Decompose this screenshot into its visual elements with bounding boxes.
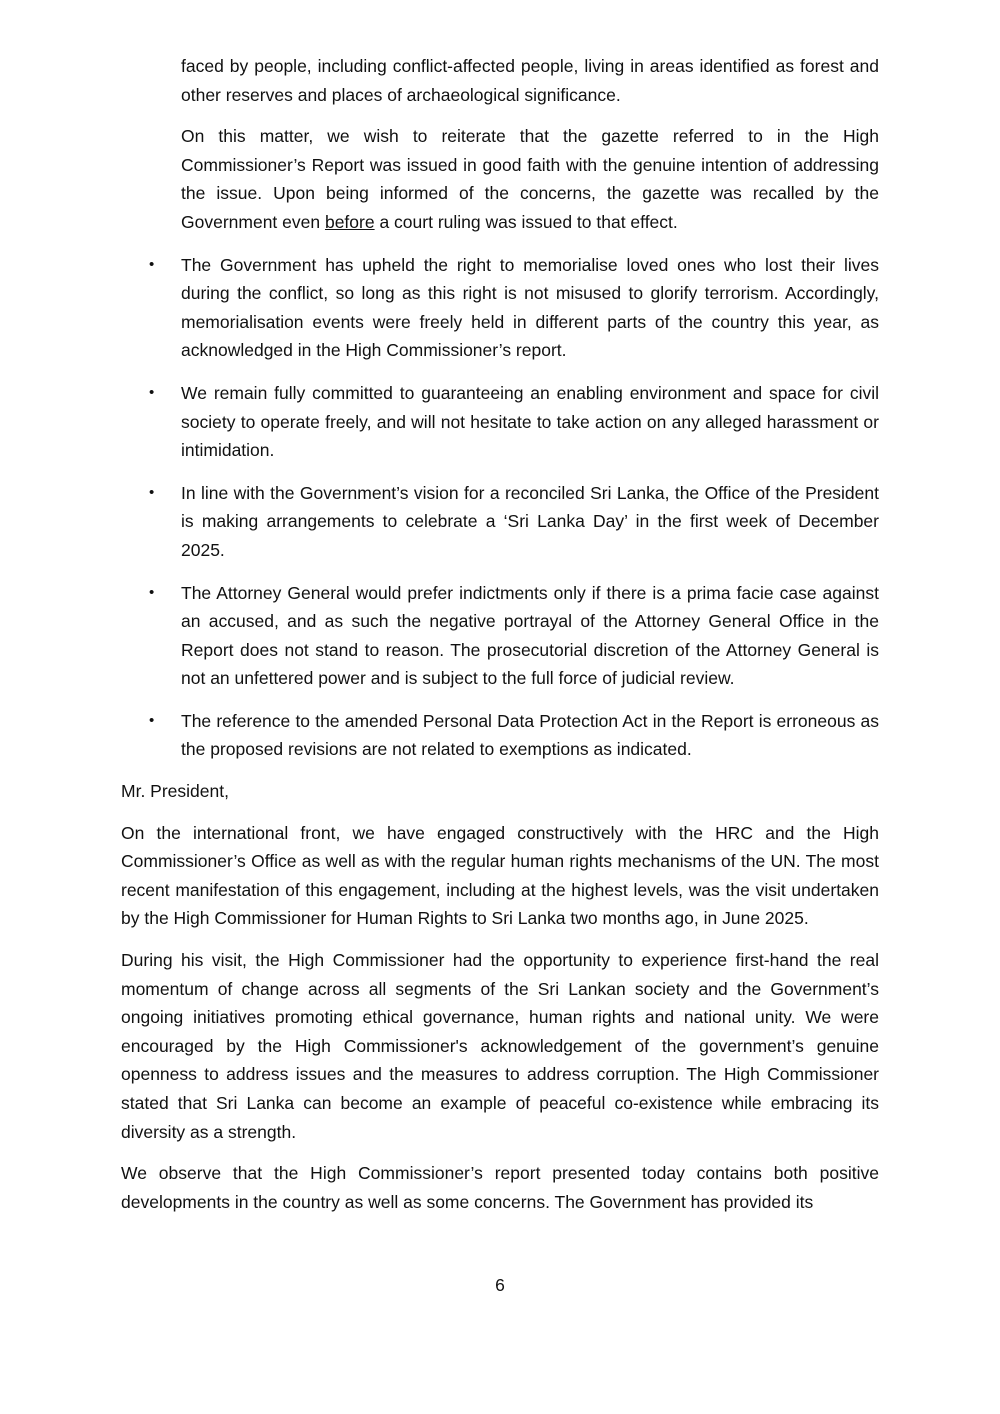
bullet-icon: •: [149, 383, 155, 401]
gazette-text-part2: a court ruling was issued to that effect.: [374, 211, 678, 232]
gazette-paragraph: [181, 122, 879, 236]
gazette-text-part1: On this matter, we wish to reiterate that the gazette referred to in the High Commissioner’s Report was issued in good faith with the genuine intention of addressing the issue. Upon being informed of the concerns, the gazette was recalled by the Government even: [181, 126, 879, 232]
page-number: 6: [495, 1275, 505, 1295]
bullet-text: The Government has upheld the right to memorialise loved ones who lost their lives during the conflict, so long as this right is not misused to glorify terrorism. Accordingly, memorialisation events were freely held in different parts of the country this year, as acknowledged in the High Commissioner’s report.: [181, 254, 879, 361]
bullet-item-memorialisation: [121, 251, 879, 365]
bullet-item-attorney-general: [121, 579, 879, 693]
bullet-icon: •: [149, 483, 155, 501]
paragraph-visit: During his visit, the High Commissioner had the opportunity to experience first-hand the real momentum of change across all segments of the Sri Lankan society and the Government’s ongoing initiatives promoting ethical governance, human rights and national unity. We were encouraged by the High Commissioner's acknowledgement of the government’s genuine openness to address issues and the measures to address corruption. The High Commissioner stated that Sri Lanka can become an example of peaceful co-existence while embracing its diversity as a strength.: [121, 950, 879, 1142]
paragraph-international-front: On the international front, we have engaged constructively with the HRC and the High Commissioner’s Office as well as with the regular human rights mechanisms of the UN. The most recent manifestation of this engagement, including at the highest levels, was the visit undertaken by the High Commissioner for Human Rights to Sri Lanka two months ago, in June 2025.: [121, 822, 879, 929]
bullet-icon: •: [149, 583, 155, 601]
bullet-text: The Attorney General would prefer indictments only if there is a prima facie case against an accused, and as such the negative portrayal of the Attorney General Office in the Report does not stand to reason. The prosecutorial discretion of the Attorney General is not an unfettered power and is subject to the full force of judicial review.: [181, 582, 879, 689]
document-body: [121, 52, 879, 1216]
bullet-text: We remain fully committed to guaranteeing an enabling environment and space for civil society to operate freely, and will not hesitate to take action on any alleged harassment or intimidation.: [181, 382, 879, 461]
bullet-icon: •: [149, 711, 155, 729]
salutation: Mr. President,: [121, 781, 229, 802]
underlined-word: before: [324, 211, 375, 232]
bullet-text: The reference to the amended Personal Data Protection Act in the Report is erroneous as the proposed revisions are not related to exemptions as indicated.: [181, 710, 879, 760]
paragraph-report-observation: We observe that the High Commissioner’s report presented today contains both positive developments in the country as well as some concerns. The Government has provided its: [121, 1163, 879, 1212]
bullet-text: In line with the Government’s vision for a reconciled Sri Lanka, the Office of the President is making arrangements to celebrate a ‘Sri Lanka Day’ in the first week of December 2025.: [181, 482, 879, 560]
intro-continuation-paragraph: faced by people, including conflict-affected people, living in areas identified as forest and other reserves and places of archaeological significance.: [181, 56, 879, 105]
bullet-item-sri-lanka-day: [121, 479, 879, 565]
bullet-list: [121, 251, 879, 765]
indented-continuation: [181, 52, 879, 237]
bullet-icon: •: [149, 255, 155, 273]
bullet-item-civil-society: [121, 379, 879, 465]
bullet-item-data-protection: [121, 707, 879, 764]
